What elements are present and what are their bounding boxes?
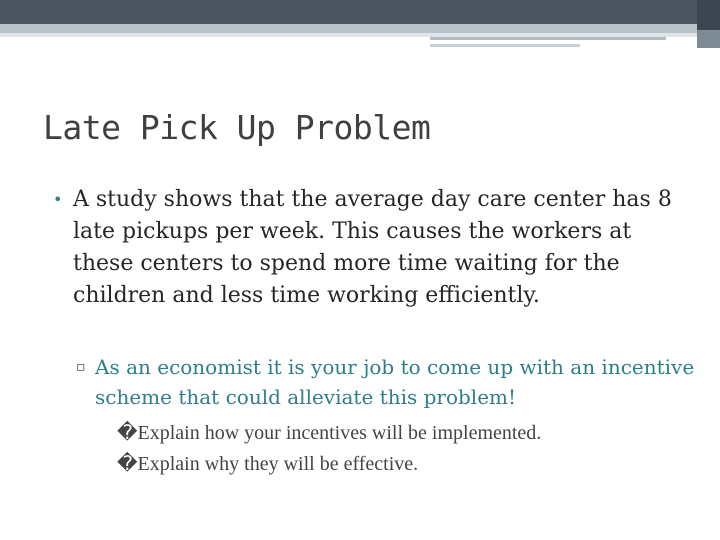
bullet-level-1-text: A study shows that the average day care center has 8 late pickups per week. This causes the workers at these centers to spend more time waiting for the children and less time working efficiently. <box>73 187 672 308</box>
bullet-level-3-item: �Explain why they will be effective. <box>117 453 419 475</box>
bullet-level-3-item: �Explain how your incentives will be implemented. <box>117 422 542 444</box>
bullet-level-1 <box>53 184 673 312</box>
bullet-level-2-text: As an economist it is your job to come up with an incentive scheme that could alleviate this problem! <box>95 355 695 409</box>
header-corner-teal <box>697 30 720 48</box>
bullet-level-2 <box>76 352 696 412</box>
bullet-square-icon: ▫ <box>76 359 86 375</box>
header-band-grey <box>0 24 720 33</box>
header-accent-line-short <box>430 44 580 47</box>
slide-title: Late Pick Up Problem <box>43 108 431 147</box>
bullet-dot-icon: • <box>53 190 63 209</box>
header-accent-line <box>430 37 666 40</box>
header-band-dark <box>0 0 720 24</box>
